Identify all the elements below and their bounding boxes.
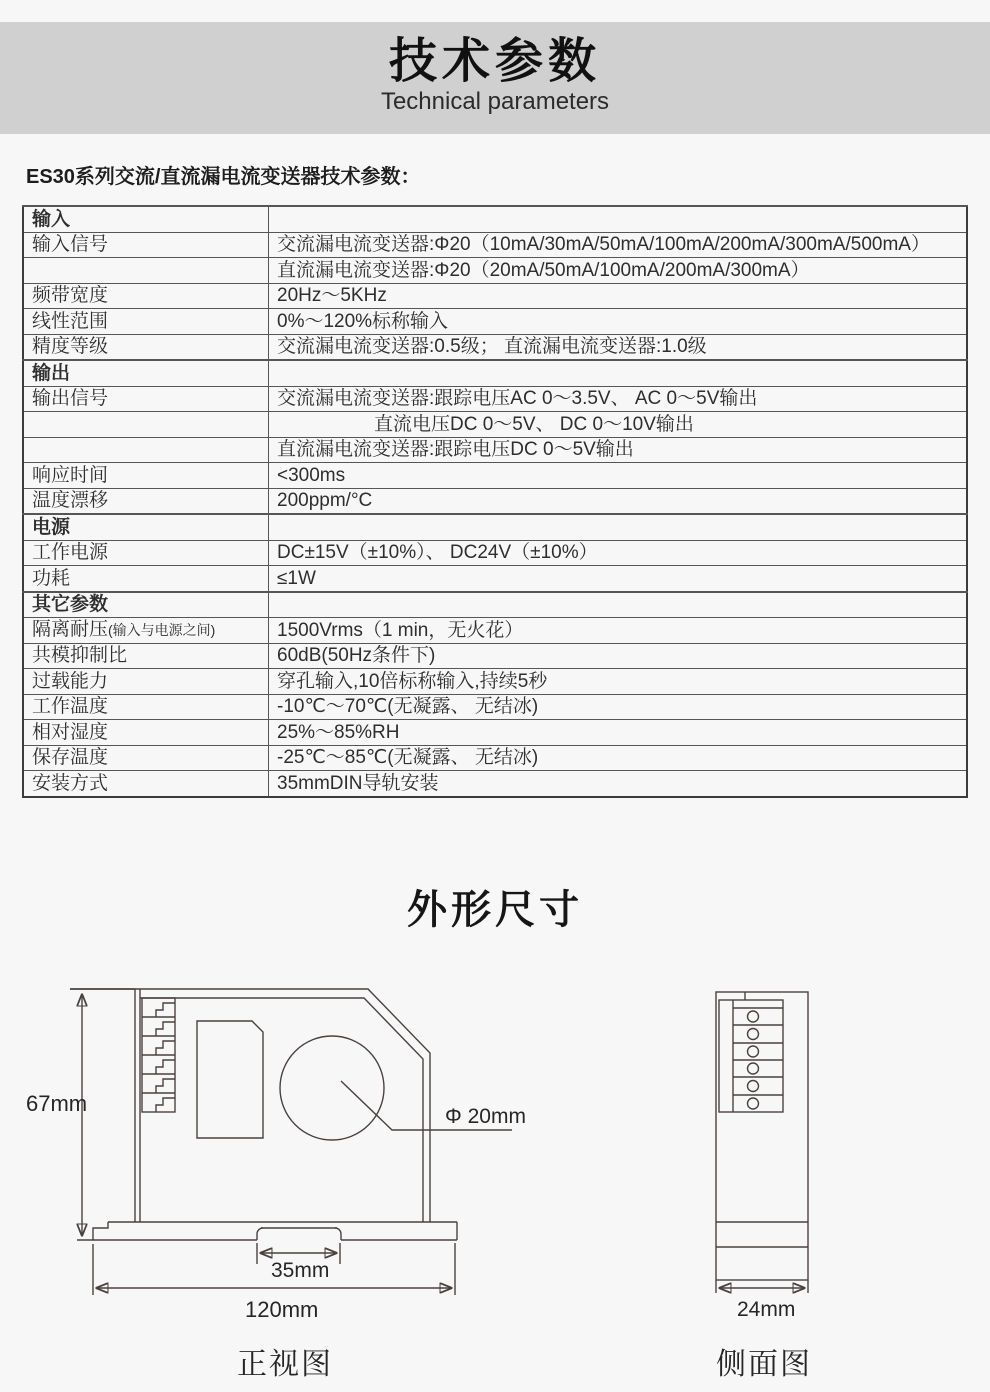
table-row [23, 745, 967, 771]
spec-value [269, 206, 968, 232]
table-row [23, 771, 967, 797]
table-row [23, 386, 967, 412]
spec-label: 频带宽度 [23, 283, 269, 309]
spec-value: 交流漏电流变送器:0.5级； 直流漏电流变送器:1.0级 [269, 334, 968, 360]
spec-value: 直流漏电流变送器:跟踪电压DC 0～5V输出 [269, 437, 968, 463]
spec-value: 60dB(50Hz条件下) [269, 643, 968, 669]
side-view-drawing [716, 992, 812, 1381]
front-slot-dim-label: 35mm [271, 1259, 330, 1282]
spec-label: 工作电源 [23, 540, 269, 566]
spec-label: 线性范围 [23, 309, 269, 335]
spec-table-body [23, 206, 967, 797]
spec-value: 1500Vrms（1 min，无火花） [269, 618, 968, 644]
table-row [23, 514, 967, 540]
table-row [23, 618, 967, 644]
table-row [23, 643, 967, 669]
spec-value: 穿孔输入,10倍标称输入,持续5秒 [269, 669, 968, 695]
spec-label: 工作温度 [23, 694, 269, 720]
spec-value: 直流电压DC 0～5V、 DC 0～10V输出 [269, 412, 968, 438]
spec-label: 共模抑制比 [23, 643, 269, 669]
spec-label: 电源 [23, 514, 269, 540]
spec-value: 0%～120%标称输入 [269, 309, 968, 335]
spec-label [23, 437, 269, 463]
page-subtitle: Technical parameters [380, 88, 610, 115]
spec-value: -10℃～70℃(无凝露、 无结冰) [269, 694, 968, 720]
spec-label: 相对湿度 [23, 720, 269, 746]
table-row [23, 258, 967, 284]
front-hole-circle [280, 1036, 384, 1140]
spec-value: 交流漏电流变送器:跟踪电压AC 0～3.5V、 AC 0～5V输出 [269, 386, 968, 412]
table-row [23, 669, 967, 695]
front-view-caption: 正视图 [237, 1348, 333, 1381]
front-width-dim-label: 120mm [245, 1297, 319, 1322]
spec-label: 输出 [23, 360, 269, 386]
front-view-drawing [26, 989, 526, 1381]
side-width-dim-label: 24mm [737, 1298, 796, 1321]
table-row [23, 334, 967, 360]
spec-label: 其它参数 [23, 592, 269, 618]
spec-label: 过载能力 [23, 669, 269, 695]
table-row [23, 592, 967, 618]
spec-label [23, 258, 269, 284]
table-row [23, 232, 967, 258]
spec-label: 输出信号 [23, 386, 269, 412]
front-hole-dim-label: Φ 20mm [445, 1105, 526, 1128]
spec-value: 25%～85%RH [269, 720, 968, 746]
spec-value: 35mmDIN导轨安装 [269, 771, 968, 797]
front-height-dim-label: 67mm [26, 1091, 88, 1116]
page-title: 技术参数 [388, 35, 601, 88]
table-row [23, 488, 967, 514]
spec-value: 交流漏电流变送器:Φ20（10mA/30mA/50mA/100mA/200mA/300mA/500mA） [269, 232, 968, 258]
spec-label: 输入信号 [23, 232, 269, 258]
header-band [0, 22, 990, 134]
spec-value: DC±15V（±10%）、 DC24V（±10%） [269, 540, 968, 566]
table-row [23, 206, 967, 232]
table-row [23, 412, 967, 438]
spec-label: 保存温度 [23, 745, 269, 771]
table-row [23, 540, 967, 566]
spec-value [269, 592, 968, 618]
table-row [23, 566, 967, 592]
spec-table [22, 205, 968, 798]
side-view-caption: 侧面图 [716, 1348, 812, 1381]
table-row [23, 360, 967, 386]
spec-value: <300ms [269, 463, 968, 489]
intro-text: ES30系列交流/直流漏电流变送器技术参数： [26, 166, 421, 188]
spec-label: 安装方式 [23, 771, 269, 797]
spec-label: 隔离耐压(输入与电源之间) [23, 618, 269, 644]
spec-label [23, 412, 269, 438]
dimensions-heading: 外形尺寸 [407, 888, 583, 932]
spec-value [269, 514, 968, 540]
spec-value: ≤1W [269, 566, 968, 592]
spec-value: 200ppm/°C [269, 488, 968, 514]
table-row [23, 309, 967, 335]
spec-label: 精度等级 [23, 334, 269, 360]
spec-label: 输入 [23, 206, 269, 232]
table-row [23, 694, 967, 720]
spec-label-small: (输入与电源之间) [108, 622, 216, 639]
table-row [23, 463, 967, 489]
spec-label: 温度漂移 [23, 488, 269, 514]
spec-value: 直流漏电流变送器:Φ20（20mA/50mA/100mA/200mA/300mA） [269, 258, 968, 284]
spec-value: 20Hz～5KHz [269, 283, 968, 309]
spec-value [269, 360, 968, 386]
spec-value: -25℃～85℃(无凝露、 无结冰) [269, 745, 968, 771]
spec-label: 功耗 [23, 566, 269, 592]
table-row [23, 720, 967, 746]
table-row [23, 283, 967, 309]
spec-label: 响应时间 [23, 463, 269, 489]
table-row [23, 437, 967, 463]
